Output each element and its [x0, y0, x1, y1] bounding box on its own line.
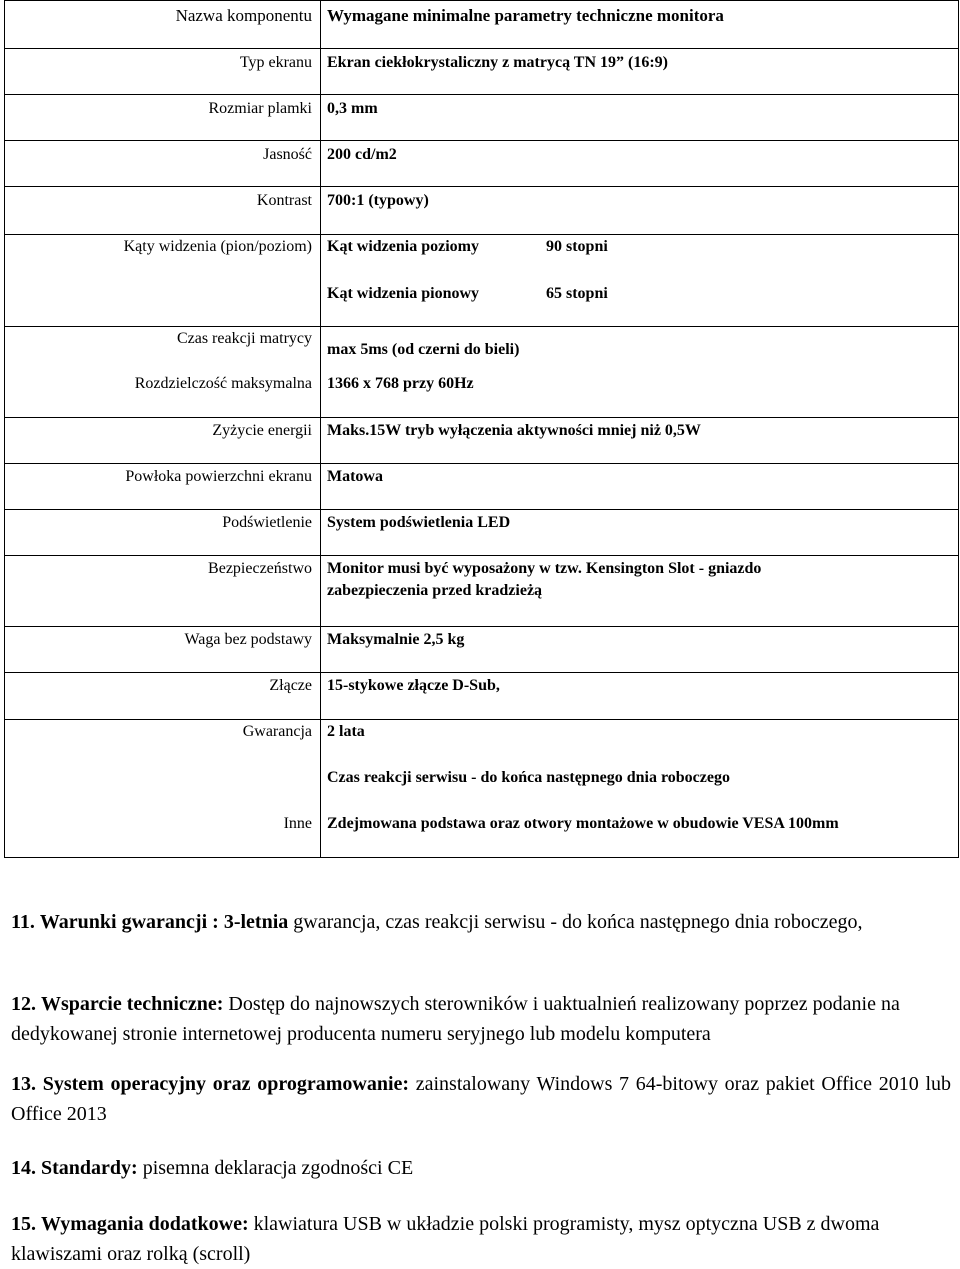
section-text: Dostęp do najnowszych sterowników i uaktualnień realizowany poprzez podanie na dedykowanej stronie internetowej producenta numeru seryjnego lub modelu komputera — [11, 993, 900, 1045]
row-divider — [5, 626, 958, 627]
row-divider — [5, 186, 958, 187]
row-value: Ekran ciekłokrystaliczny z matrycą TN 19” (16:9) — [327, 54, 668, 71]
row-label: Rozdzielczość maksymalna — [134, 375, 312, 392]
viewing-angle-vertical-value: 65 stopni — [546, 285, 608, 302]
row-label: Gwarancja — [242, 723, 312, 740]
section-13 — [11, 1069, 951, 1129]
header-requirements: Wymagane minimalne parametry techniczne monitora — [327, 6, 724, 25]
spec-table — [4, 0, 959, 858]
row-divider — [5, 326, 958, 327]
row-divider — [5, 463, 958, 464]
row-divider — [5, 719, 958, 720]
row-label: Powłoka powierzchni ekranu — [125, 468, 312, 485]
section-number: 13. — [11, 1073, 36, 1095]
section-14 — [11, 1153, 951, 1183]
row-value: Monitor musi być wyposażony w tzw. Kensington Slot - gniazdo zabezpieczenia przed kradzieżą — [327, 560, 762, 599]
section-15 — [11, 1209, 951, 1269]
row-value: System podświetlenia LED — [327, 514, 511, 531]
row-value: max 5ms (od czerni do bieli) — [327, 341, 520, 358]
row-divider — [5, 94, 958, 95]
row-value: 1366 x 768 przy 60Hz — [327, 375, 474, 392]
row-divider — [5, 140, 958, 141]
header-component: Nazwa komponentu — [175, 6, 312, 25]
row-label: Kontrast — [256, 192, 312, 209]
section-text: klawiatura USB w układzie polski programisty, mysz optyczna USB z dwoma klawiszami oraz rolką (scroll) — [11, 1213, 880, 1265]
row-divider — [5, 234, 958, 235]
section-12 — [11, 989, 951, 1049]
row-value: 2 lata — [327, 723, 365, 740]
row-label: Podświetlenie — [222, 514, 312, 531]
row-label: Bezpieczeństwo — [208, 560, 312, 577]
row-label: Zyżycie energii — [212, 422, 312, 439]
row-label: Waga bez podstawy — [184, 631, 312, 648]
row-divider — [5, 672, 958, 673]
section-text: pisemna deklaracja zgodności CE — [137, 1157, 414, 1179]
section-text: gwarancja, czas reakcji serwisu - do końca następnego dnia roboczego, — [288, 911, 863, 933]
section-heading: System operacyjny oraz oprogramowanie: — [42, 1073, 410, 1095]
row-label: Kąty widzenia (pion/poziom) — [123, 238, 312, 255]
viewing-angle-horizontal-name: Kąt widzenia poziomy — [327, 238, 479, 255]
row-label: Rozmiar plamki — [208, 100, 312, 117]
row-value: 15-stykowe złącze D-Sub, — [327, 677, 500, 694]
row-label: Typ ekranu — [239, 54, 312, 71]
section-number: 11. — [11, 911, 35, 933]
row-value: Maks.15W tryb wyłączenia aktywności mniej niż 0,5W — [327, 422, 701, 439]
row-divider — [5, 509, 958, 510]
section-heading: Wsparcie techniczne: — [41, 993, 224, 1015]
viewing-angle-vertical-name: Kąt widzenia pionowy — [327, 285, 480, 302]
row-divider — [5, 555, 958, 556]
section-number: 15. — [11, 1213, 36, 1235]
section-number: 12. — [11, 993, 36, 1015]
row-label: Złącze — [269, 677, 312, 694]
row-value: Zdejmowana podstawa oraz otwory montażowe w obudowie VESA 100mm — [327, 815, 839, 832]
row-divider — [5, 48, 958, 49]
row-value: 200 cd/m2 — [327, 146, 397, 163]
section-11 — [11, 907, 951, 937]
section-heading: Wymagania dodatkowe: — [41, 1213, 249, 1235]
row-value: 0,3 mm — [327, 100, 378, 117]
row-label: Czas reakcji matrycy — [176, 330, 312, 347]
row-divider — [5, 417, 958, 418]
section-heading: Standardy: — [41, 1157, 138, 1179]
row-value: Czas reakcji serwisu - do końca następnego dnia roboczego — [327, 769, 730, 786]
row-value: Maksymalnie 2,5 kg — [327, 631, 465, 648]
row-label: Jasność — [263, 146, 312, 163]
section-text: zainstalowany Windows 7 64-bitowy oraz pakiet Office 2010 lub Office 2013 — [11, 1073, 952, 1125]
viewing-angle-horizontal-value: 90 stopni — [546, 238, 608, 255]
row-label: Inne — [283, 815, 312, 832]
section-heading: Warunki gwarancji : — [39, 911, 219, 933]
section-bold-extra: 3-letnia — [223, 911, 289, 933]
section-number: 14. — [11, 1157, 36, 1179]
row-value: Matowa — [327, 468, 383, 485]
row-value: 700:1 (typowy) — [327, 192, 429, 209]
column-divider — [320, 1, 321, 857]
